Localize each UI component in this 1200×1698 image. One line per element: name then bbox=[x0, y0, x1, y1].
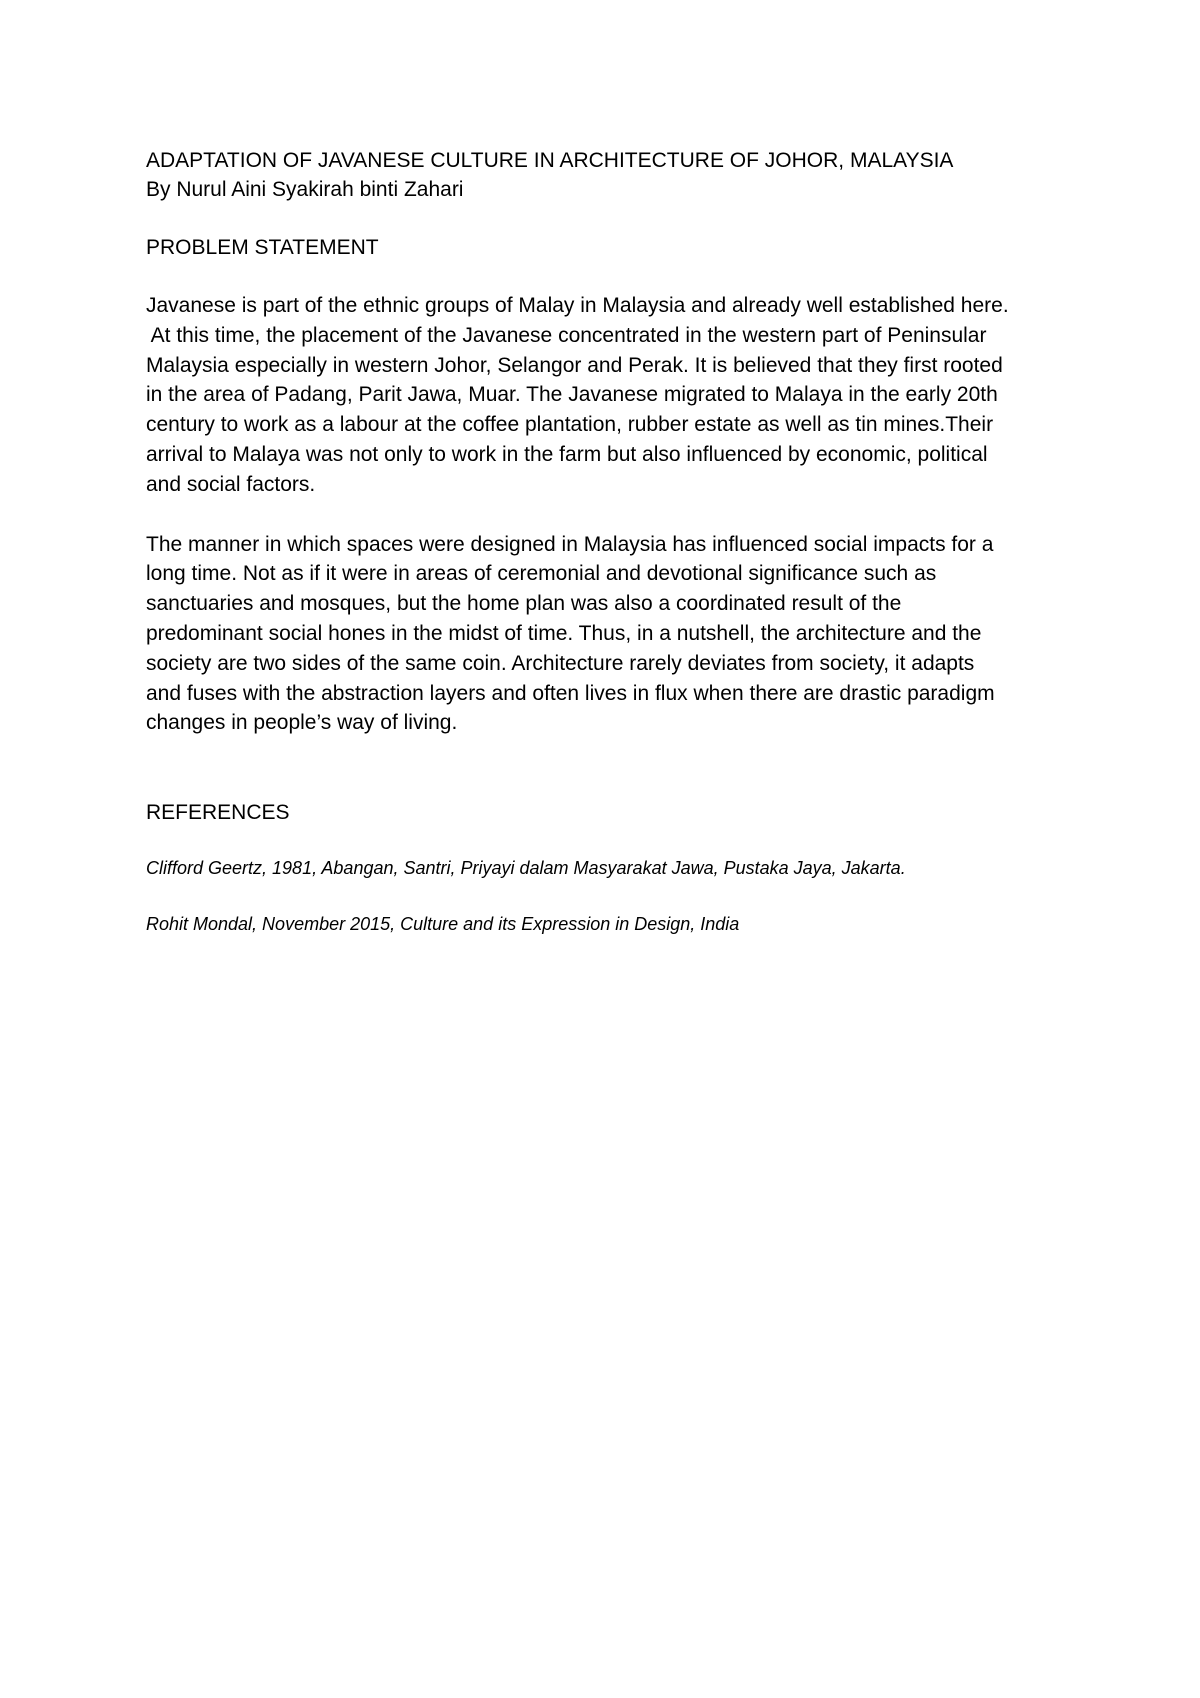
problem-statement-heading: PROBLEM STATEMENT bbox=[146, 236, 379, 259]
document-content bbox=[146, 146, 1071, 936]
document-author: By Nurul Aini Syakirah binti Zahari bbox=[146, 178, 464, 201]
paragraph-2-line: The manner in which spaces were designed in Malaysia has influenced social impacts for a bbox=[146, 532, 994, 556]
paragraph-1-line: At this time, the placement of the Javanese concentrated in the western part of Peninsular bbox=[146, 323, 987, 347]
references-heading: REFERENCES bbox=[146, 801, 290, 825]
paragraph-1-line: century to work as a labour at the coffee plantation, rubber estate as well as tin mines.Their bbox=[146, 413, 994, 437]
paragraph-2-line: society are two sides of the same coin. Architecture rarely deviates from society, it adapts bbox=[146, 651, 975, 675]
paragraph-1-line: arrival to Malaya was not only to work in the farm but also influenced by economic, political bbox=[146, 442, 988, 466]
paragraph-2 bbox=[146, 530, 1071, 739]
reference-item: Clifford Geertz, 1981, Abangan, Santri, Priyayi dalam Masyarakat Jawa, Pustaka Jaya, Jakarta. bbox=[146, 858, 906, 879]
paragraph-2-line: sanctuaries and mosques, but the home plan was also a coordinated result of the bbox=[146, 592, 902, 616]
paragraph-1-line: in the area of Padang, Parit Jawa, Muar. The Javanese migrated to Malaya in the early 20th bbox=[146, 383, 998, 407]
paragraph-1-line: and social factors. bbox=[146, 472, 316, 496]
document-title: ADAPTATION OF JAVANESE CULTURE IN ARCHITECTURE OF JOHOR, MALAYSIA bbox=[146, 149, 954, 172]
paragraph-1 bbox=[146, 291, 1071, 500]
paragraph-2-line: and fuses with the abstraction layers and often lives in flux when there are drastic paradigm bbox=[146, 681, 995, 705]
paragraph-1-line: Javanese is part of the ethnic groups of Malay in Malaysia and already well established here. bbox=[146, 294, 1009, 317]
paragraph-2-line: changes in people’s way of living. bbox=[146, 711, 458, 735]
paragraph-1-line: Malaysia especially in western Johor, Selangor and Perak. It is believed that they first rooted bbox=[146, 353, 1003, 377]
paragraph-2-line: long time. Not as if it were in areas of ceremonial and devotional significance such as bbox=[146, 562, 937, 586]
reference-item: Rohit Mondal, November 2015, Culture and its Expression in Design, India bbox=[146, 914, 740, 935]
paragraph-2-line: predominant social hones in the midst of time. Thus, in a nutshell, the architecture and the bbox=[146, 621, 982, 645]
